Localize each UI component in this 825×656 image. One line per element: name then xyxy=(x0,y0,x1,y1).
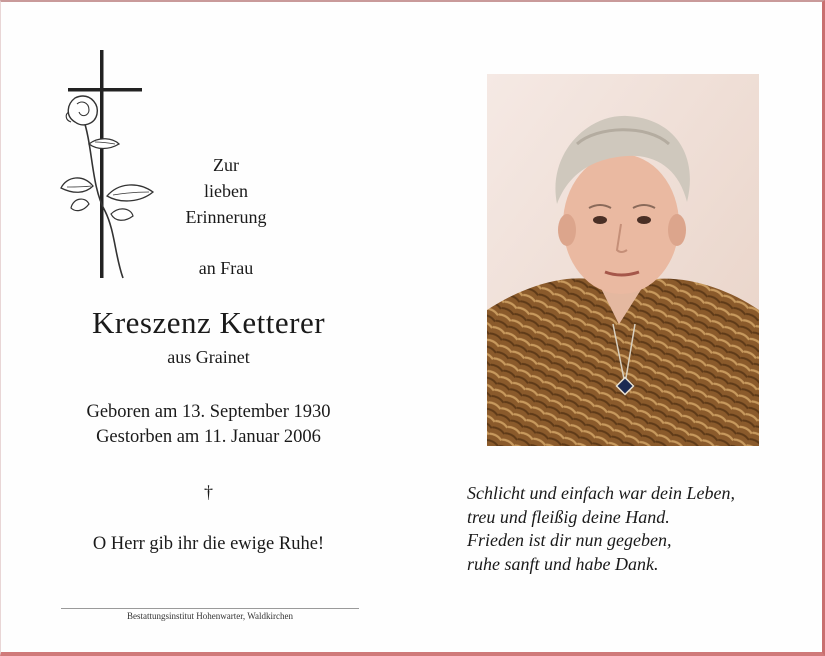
prayer-text: O Herr gib ihr die ewige Ruhe! xyxy=(92,534,325,554)
portrait-illustration xyxy=(487,74,759,446)
intro-line-4: an Frau xyxy=(198,258,254,278)
divider-line xyxy=(61,608,359,609)
deceased-origin: aus Grainet xyxy=(167,347,250,367)
poem-line-1: Schlicht und einfach war dein Leben, xyxy=(467,483,735,503)
dagger-symbol: † xyxy=(204,482,213,502)
poem-line-2: treu und fleißig deine Hand. xyxy=(467,506,670,527)
portrait-photo xyxy=(487,74,759,446)
intro-line-3: Erinnerung xyxy=(185,207,267,227)
poem-line-3: Frieden ist dir nun gegeben, xyxy=(467,530,672,550)
intro-line-1: Zur xyxy=(213,155,239,175)
deceased-name: Kreszenz Ketterer xyxy=(91,305,326,340)
poem-line-4: ruhe sanft und habe Dank. xyxy=(467,553,659,574)
birth-date: Geboren am 13. September 1930 xyxy=(86,402,331,422)
funeral-home-imprint: Bestattungsinstitut Hohenwarter, Waldkirchen xyxy=(127,611,293,621)
death-date: Gestorben am 11. Januar 2006 xyxy=(96,427,321,447)
poem xyxy=(467,482,807,576)
intro-line-2: lieben xyxy=(204,181,248,201)
cross-with-rose-icon xyxy=(53,46,163,282)
